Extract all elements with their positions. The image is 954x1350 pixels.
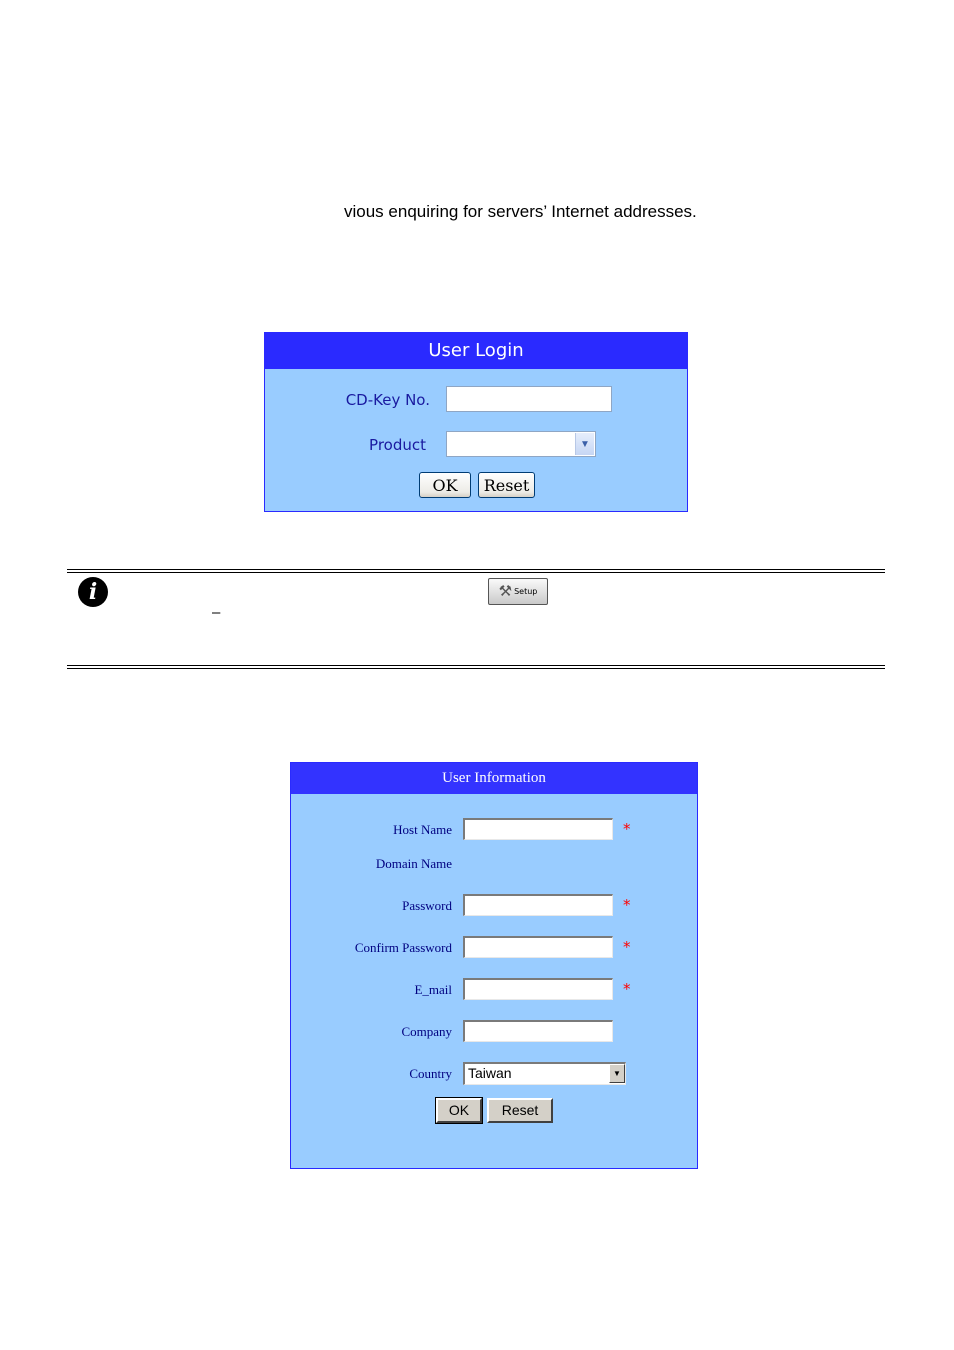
country-select-value: Taiwan [468,1065,512,1081]
confirm-password-required: * [623,938,631,956]
company-label: Company [401,1024,452,1039]
user-information-panel [290,762,698,1169]
host-name-label: Host Name [393,822,452,837]
product-select[interactable] [446,431,596,457]
note-bottom-rule-inner [67,668,885,669]
email-label: E_mail [414,982,452,997]
email-required: * [623,980,631,998]
note-top-rule [67,569,885,570]
email-input[interactable] [463,978,613,1000]
note-bottom-rule [67,665,885,666]
info-ok-button[interactable]: OK [436,1098,482,1123]
tools-icon: ⚒ [498,583,513,600]
confirm-password-input[interactable] [463,936,613,958]
user-information-title: User Information [291,763,697,794]
confirm-password-label: Confirm Password [354,940,452,955]
info-icon: i [78,577,108,607]
setup-button[interactable] [488,578,548,605]
intro-text: vious enquiring for servers’ Internet addresses. [344,202,697,221]
user-login-title: User Login [265,333,687,369]
host-name-input[interactable] [463,818,613,840]
note-top-rule-inner [67,572,885,573]
chevron-down-icon[interactable]: ▼ [575,433,594,455]
chevron-down-icon[interactable]: ▼ [609,1064,625,1083]
info-reset-button[interactable]: Reset [487,1098,553,1123]
password-required: * [623,896,631,914]
domain-name-label: Domain Name [375,856,452,871]
host-name-required: * [623,820,631,838]
login-ok-button[interactable]: OK [419,472,471,498]
setup-button-label: Setup [514,587,538,596]
user-login-panel [264,332,688,512]
company-input[interactable] [463,1020,613,1042]
product-label: Product [369,436,426,454]
login-reset-button[interactable]: Reset [478,472,535,498]
cdkey-input[interactable] [446,386,612,412]
cdkey-label: CD-Key No. [345,391,430,409]
country-label: Country [409,1066,452,1081]
country-select[interactable] [463,1062,626,1085]
dash-mark: – [212,604,221,621]
password-input[interactable] [463,894,613,916]
password-label: Password [402,898,452,913]
